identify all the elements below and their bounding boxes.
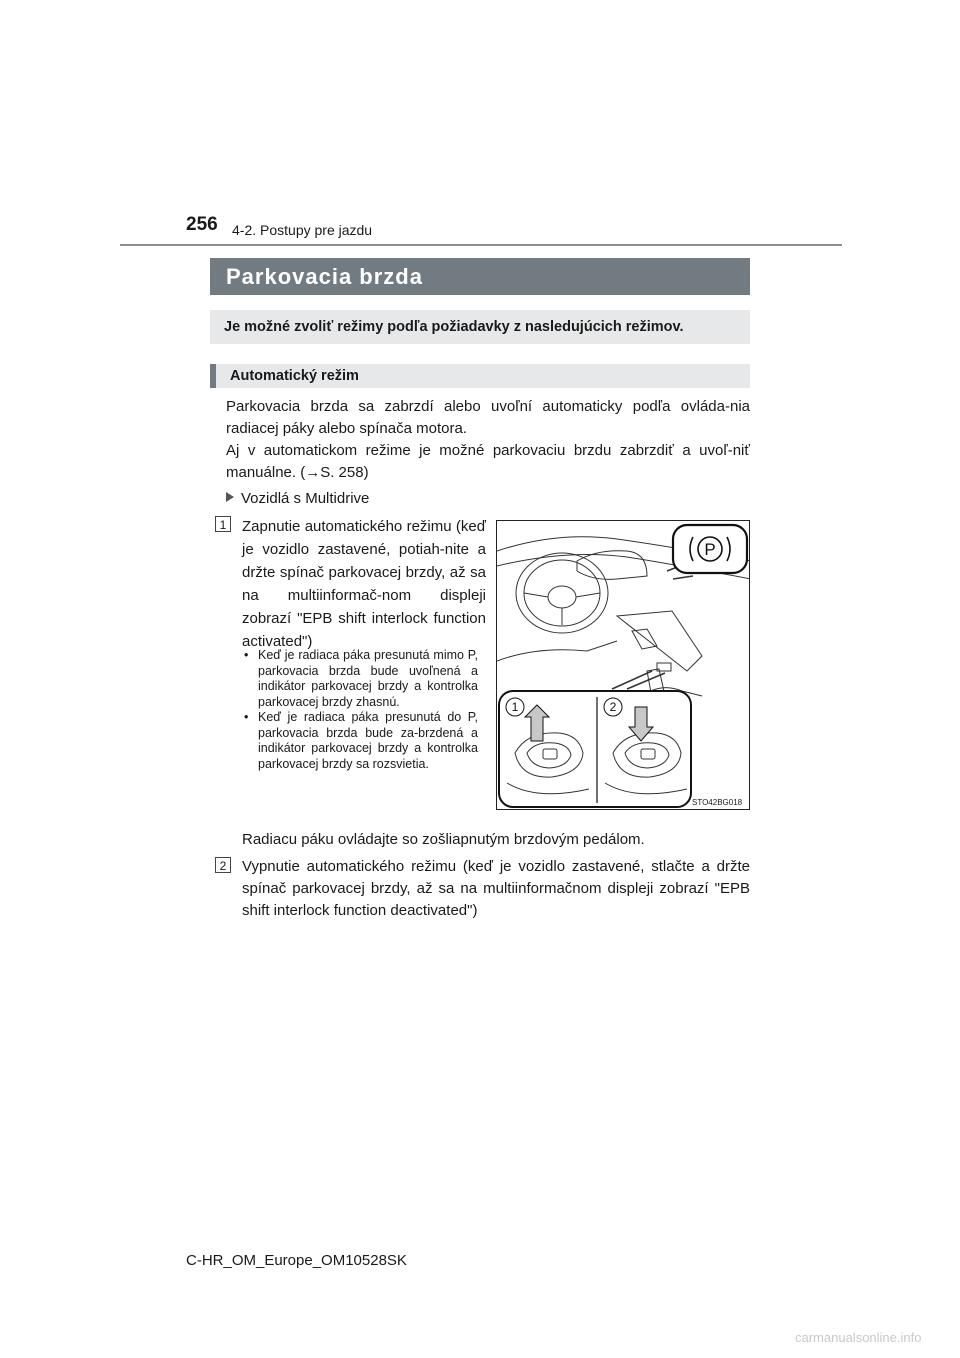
cockpit-drawing xyxy=(497,521,750,810)
parking-brake-illustration xyxy=(496,520,750,810)
brake-pedal-note: Radiacu páku ovládajte so zošliapnutým brzdovým pedálom. xyxy=(242,831,645,848)
figure-code: STO42BG018 xyxy=(692,798,743,807)
section-label: 4-2. Postupy pre jazdu xyxy=(232,222,373,238)
triangle-bullet-icon xyxy=(226,492,234,502)
step-number-1: 1 xyxy=(215,516,231,532)
step-2-text: Vypnutie automatického režimu (keď je vozidlo zastavené, stlačte a držte spínač parkovacej brzdy, až sa na multiinformačnom displeji zobrazí "EPB shift interlock function deactivated") xyxy=(242,858,750,919)
intro-banner: Je možné zvoliť režimy podľa požiadavky z nasledujúcich režimov. xyxy=(210,310,750,344)
page-number: 256 xyxy=(186,214,218,235)
bullet-mark: • xyxy=(244,710,249,724)
step-number-2: 2 xyxy=(215,857,231,873)
vehicle-condition-label: Vozidlá s Multidrive xyxy=(241,490,370,507)
callout-2: 2 xyxy=(609,700,617,714)
bullet-mark: • xyxy=(244,648,249,662)
vehicle-condition xyxy=(226,488,369,510)
step-1-notes xyxy=(242,648,478,772)
paragraph-automatic: Parkovacia brzda sa zabrzdí alebo uvoľní automaticky podľa ovláda-nia radiacej páky alebo spínača motora. xyxy=(226,398,750,437)
note-text: Keď je radiaca páka presunutá mimo P, parkovacia brzda bude uvoľnená a indikátor parkovacej brzdy a kontrolka parkovacej brzdy zhasnú. xyxy=(258,648,478,709)
paragraph-manual: Aj v automatickom režime je možné parkovaciu brzdu zabrzdiť a uvoľ-niť manuálne. (→S. 258) xyxy=(226,442,750,481)
list-item xyxy=(242,648,478,710)
switch-detail-frame xyxy=(499,691,691,807)
footer-document-id: C-HR_OM_Europe_OM10528SK xyxy=(186,1252,407,1269)
header-divider xyxy=(120,244,842,246)
list-item xyxy=(242,710,478,772)
indicator-letter: P xyxy=(704,540,716,559)
callout-1: 1 xyxy=(511,700,519,714)
note-text: Keď je radiaca páka presunutá do P, parkovacia brzda bude za-brzdená a indikátor parkovacej brzdy a kontrolka parkovacej brzdy sa rozsvietia. xyxy=(258,710,478,771)
step-1-text: Zapnutie automatického režimu (keď je vozidlo zastavené, potiah-nite a držte spínač parkovacej brzdy, až sa na multiinformač-nom displeji zobrazí "EPB shift interlock function activated") xyxy=(242,518,486,650)
subsection-heading: Automatický režim xyxy=(210,364,750,388)
watermark[interactable]: carmanualsonline.info xyxy=(795,1330,922,1345)
page-title: Parkovacia brzda xyxy=(210,258,750,295)
